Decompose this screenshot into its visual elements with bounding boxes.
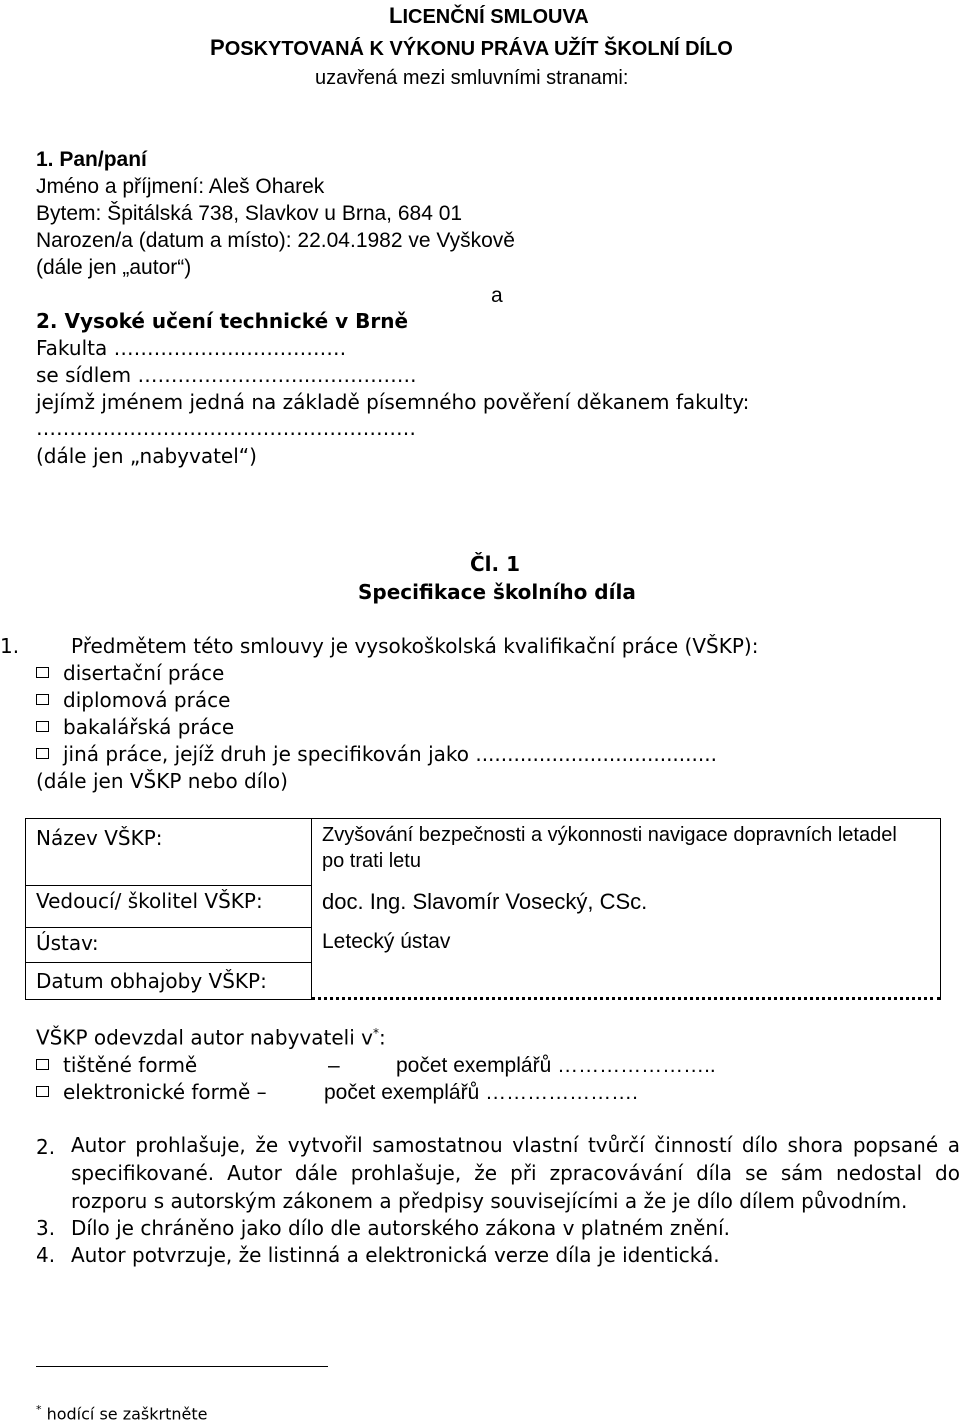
party2-faculty: Fakulta ………………..…………… — [36, 336, 347, 360]
item2-number: 2. — [36, 1135, 56, 1159]
article-title: Specifikace školního díla — [358, 580, 636, 604]
party1-birth: Narozen/a (datum a místo): 22.04.1982 ve Vyškově — [36, 229, 515, 252]
party1-name: Jméno a příjmení: Aleš Oharek — [36, 175, 325, 198]
checkbox-icon[interactable] — [36, 1086, 49, 1097]
table-divider — [26, 962, 312, 963]
checkbox-icon[interactable] — [36, 667, 49, 678]
table-labels — [25, 818, 312, 1000]
label-defense-date: Datum obhajoby VŠKP: — [36, 969, 267, 993]
handover-printed[interactable]: tištěné formě — [36, 1055, 197, 1075]
document-title: LICENČNÍ SMLOUVA — [389, 3, 589, 28]
item3-text: Dílo je chráněno jako dílo dle autorského zákona v platném znění. — [71, 1216, 730, 1240]
item1-alias: (dále jen VŠKP nebo dílo) — [36, 769, 288, 793]
label-title: Název VŠKP: — [36, 826, 163, 850]
conjunction: a — [491, 284, 503, 307]
party2-seat: se sídlem ……………………..……………. — [36, 363, 417, 387]
table-divider — [26, 927, 312, 928]
footnote: * hodící se zaškrtněte — [36, 1403, 208, 1424]
table-values — [311, 818, 941, 1000]
footnote-separator — [36, 1366, 328, 1367]
option-other[interactable]: jiná práce, jejíž druh je specifikován jako ...................................... — [36, 744, 717, 764]
value-supervisor: doc. Ing. Slavomír Vosecký, CSc. — [322, 889, 648, 914]
checkbox-icon[interactable] — [36, 694, 49, 705]
party1-heading: 1. Pan/paní — [36, 148, 147, 171]
item1-number: 1. — [0, 634, 20, 658]
party2-alias: (dále jen „nabyvatel“) — [36, 444, 257, 468]
document-subtitle: uzavřená mezi smluvními stranami: — [315, 67, 629, 89]
checkbox-icon[interactable] — [36, 721, 49, 732]
handover-printed-count: počet exemplářů ………………….. — [396, 1054, 716, 1077]
value-institute: Letecký ústav — [322, 930, 451, 953]
handover-electronic[interactable]: elektronické formě – — [36, 1082, 267, 1102]
label-supervisor: Vedoucí/ školitel VŠKP: — [36, 889, 263, 913]
document-title-line2: POSKYTOVANÁ K VÝKONU PRÁVA UŽÍT ŠKOLNÍ DÍLO — [210, 35, 733, 60]
handover-printed-dash: – — [328, 1054, 340, 1077]
party2-heading: 2. Vysoké učení technické v Brně — [36, 309, 409, 333]
party2-represented: jejímž jménem jedná na základě písemného pověření děkanem fakulty: — [36, 390, 750, 414]
label-institute: Ústav: — [36, 931, 99, 955]
item4-text: Autor potvrzuje, že listinná a elektronická verze díla je identická. — [71, 1243, 720, 1267]
handover-intro: VŠKP odevzdal autor nabyvateli v*: — [36, 1025, 386, 1050]
item2-text: Autor prohlašuje, že vytvořil samostatnou vlastní tvůrčí činností dílo shora popsané a specifikované. Autor dále prohlašuje, že při zpracovávání díla se sám nedostal do rozporu s autorským zákonem a předpisy souvisejícími a že je dílo dílem původním. — [71, 1133, 960, 1213]
item4-number: 4. — [36, 1243, 56, 1267]
checkbox-icon[interactable] — [36, 748, 49, 759]
handover-electronic-count: počet exemplářů …………………. — [324, 1081, 638, 1104]
item3-number: 3. — [36, 1216, 56, 1240]
item1-text: Předmětem této smlouvy je vysokoškolská kvalifikační práce (VŠKP): — [71, 634, 759, 658]
option-bachelor[interactable]: bakalářská práce — [36, 717, 234, 737]
checkbox-icon[interactable] — [36, 1059, 49, 1070]
article-number: Čl. 1 — [470, 552, 521, 576]
table-divider — [26, 885, 312, 886]
option-diploma[interactable]: diplomová práce — [36, 690, 230, 710]
party1-alias: (dále jen „autor“) — [36, 256, 192, 279]
party1-address: Bytem: Špitálská 738, Slavkov u Brna, 684 01 — [36, 202, 463, 225]
party2-dots: ………………………………………………… — [36, 416, 416, 440]
value-title: Zvyšování bezpečnosti a výkonnosti navigace dopravních letadel po trati letu — [322, 824, 897, 872]
option-dissertation[interactable]: disertační práce — [36, 663, 224, 683]
